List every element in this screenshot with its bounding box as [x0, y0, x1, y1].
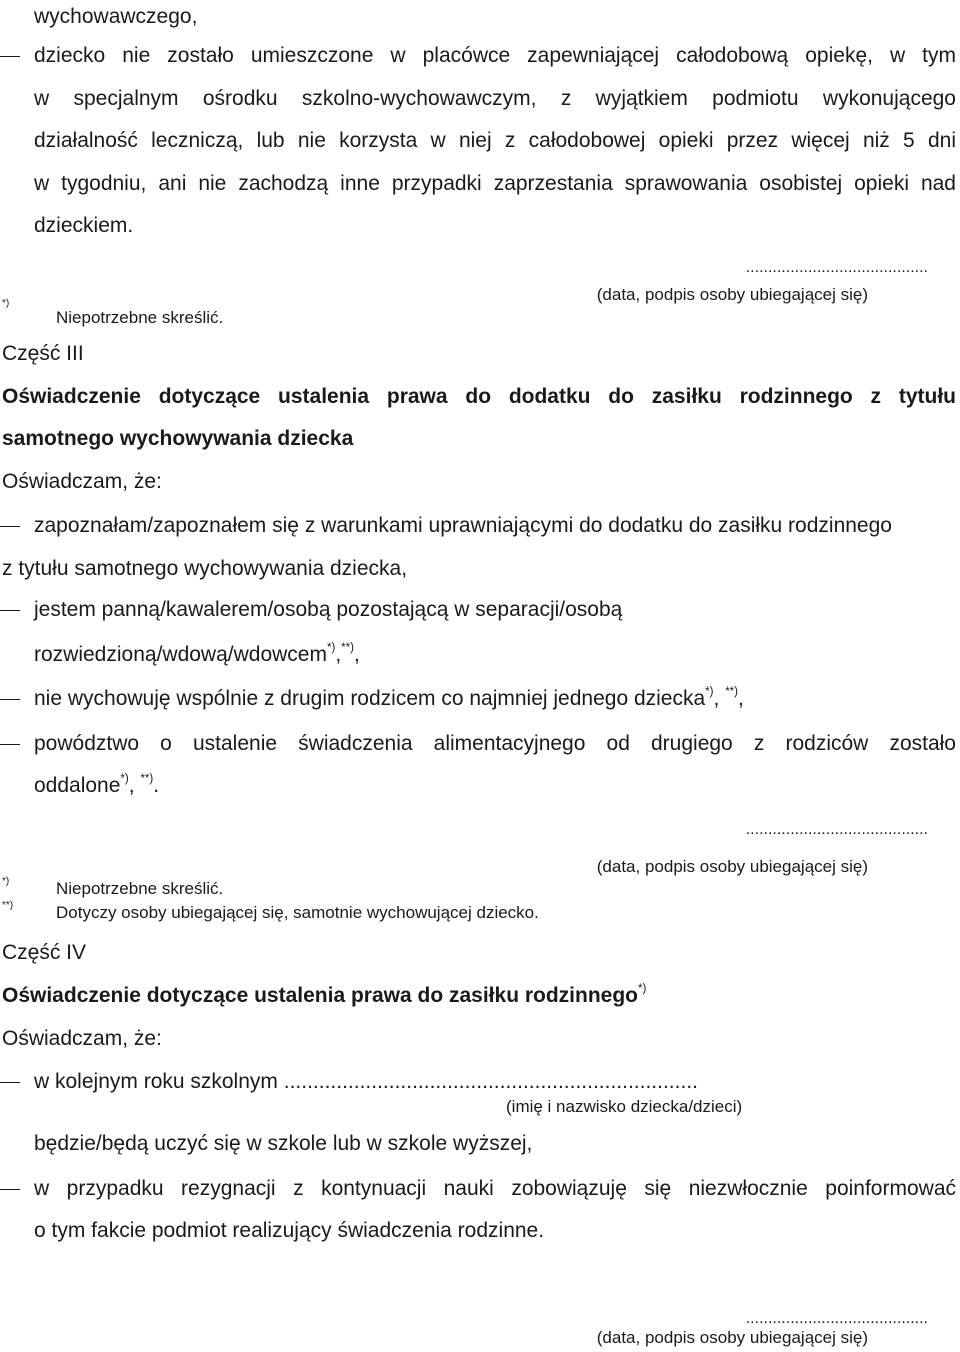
section-title: samotnego wychowywania dziecka	[2, 427, 354, 450]
footnote-ref: **)	[341, 642, 354, 655]
footnote-ref: *)	[326, 642, 336, 655]
list-dash	[0, 744, 20, 745]
footnote-mark: *)	[2, 876, 10, 887]
footnote-ref: *)	[638, 983, 647, 996]
intro-text: Oświadczam, że:	[2, 1027, 162, 1050]
list-dash	[0, 526, 20, 527]
signature-caption: (data, podpis osoby ubiegającej się)	[596, 285, 868, 304]
text-line: w specjalnym ośrodku szkolno-wychowawczym, z wyjątkiem podmiotu wykonującego	[34, 87, 956, 110]
list-item-text: zapoznałam/zapoznałem się z warunkami uprawniającymi do dodatku do zasiłku rodzinnego	[34, 514, 892, 537]
footnote-mark: **)	[2, 900, 14, 911]
list-dash	[0, 56, 20, 57]
signature-dots: .........................................	[745, 259, 928, 276]
footnote-ref: *)	[705, 686, 714, 699]
section-title: Oświadczenie dotyczące ustalenia prawa do dodatku do zasiłku rodzinnego z tytułu	[2, 385, 956, 408]
list-dash	[0, 1082, 20, 1083]
list-item-text: nie wychowuję wspólnie z drugim rodzicem co najmniej jednego dziecka*), **),	[34, 686, 744, 710]
field-caption: (imię i nazwisko dziecka/dzieci)	[506, 1097, 743, 1116]
list-item-text: w przypadku rezygnacji z kontynuacji nauki zobowiązuję się niezwłocznie poinformować	[34, 1177, 956, 1200]
signature-dots: .........................................	[745, 821, 928, 838]
footnote-ref: **)	[725, 686, 739, 699]
footnote-mark: *)	[2, 298, 10, 309]
section-heading: Część IV	[2, 941, 87, 964]
list-item-text: będzie/będą uczyć się w szkole lub w szkole wyższej,	[34, 1132, 533, 1155]
footnote-ref: **)	[140, 773, 154, 786]
list-dash	[0, 699, 20, 700]
list-item-text: z tytułu samotnego wychowywania dziecka,	[2, 557, 408, 580]
text-line: w tygodniu, ani nie zachodzą inne przypadki zaprzestania sprawowania osobistej opieki nad	[34, 172, 956, 195]
list-item-text: jestem panną/kawalerem/osobą pozostającą w separacji/osobą	[34, 598, 623, 621]
footnote-ref: *)	[120, 773, 129, 786]
signature-caption: (data, podpis osoby ubiegającej się)	[596, 1328, 868, 1347]
text-line: dzieckiem.	[34, 214, 134, 237]
footnote-text: Dotyczy osoby ubiegającej się, samotnie wychowującej dziecko.	[56, 903, 539, 922]
signature-caption: (data, podpis osoby ubiegającej się)	[596, 857, 868, 876]
list-item-text: rozwiedzioną/wdową/wdowcem*),**),	[34, 642, 360, 666]
text-line: dziecko nie zostało umieszczone w placówce zapewniającej całodobową opiekę, w tym	[34, 44, 956, 67]
list-dash	[0, 610, 20, 611]
text-line: wychowawczego,	[34, 5, 198, 28]
section-heading: Część III	[2, 342, 84, 365]
section-title: Oświadczenie dotyczące ustalenia prawa do zasiłku rodzinnego*)	[2, 983, 647, 1007]
list-item-text: oddalone*), **).	[34, 773, 160, 797]
footnote-text: Niepotrzebne skreślić.	[56, 308, 224, 327]
list-item-text: o tym fakcie podmiot realizujący świadczenia rodzinne.	[34, 1219, 545, 1242]
list-item-text: powództwo o ustalenie świadczenia alimentacyjnego od drugiego z rodziców zostało	[34, 732, 956, 755]
intro-text: Oświadczam, że:	[2, 470, 162, 493]
list-dash	[0, 1189, 20, 1190]
footnote-text: Niepotrzebne skreślić.	[56, 879, 224, 898]
signature-dots: .........................................	[745, 1310, 928, 1327]
text-line: działalność leczniczą, lub nie korzysta w niej z całodobowej opieki przez więcej niż 5 dni	[34, 129, 956, 152]
list-item-text: w kolejnym roku szkolnym .......................................................................	[34, 1070, 698, 1093]
